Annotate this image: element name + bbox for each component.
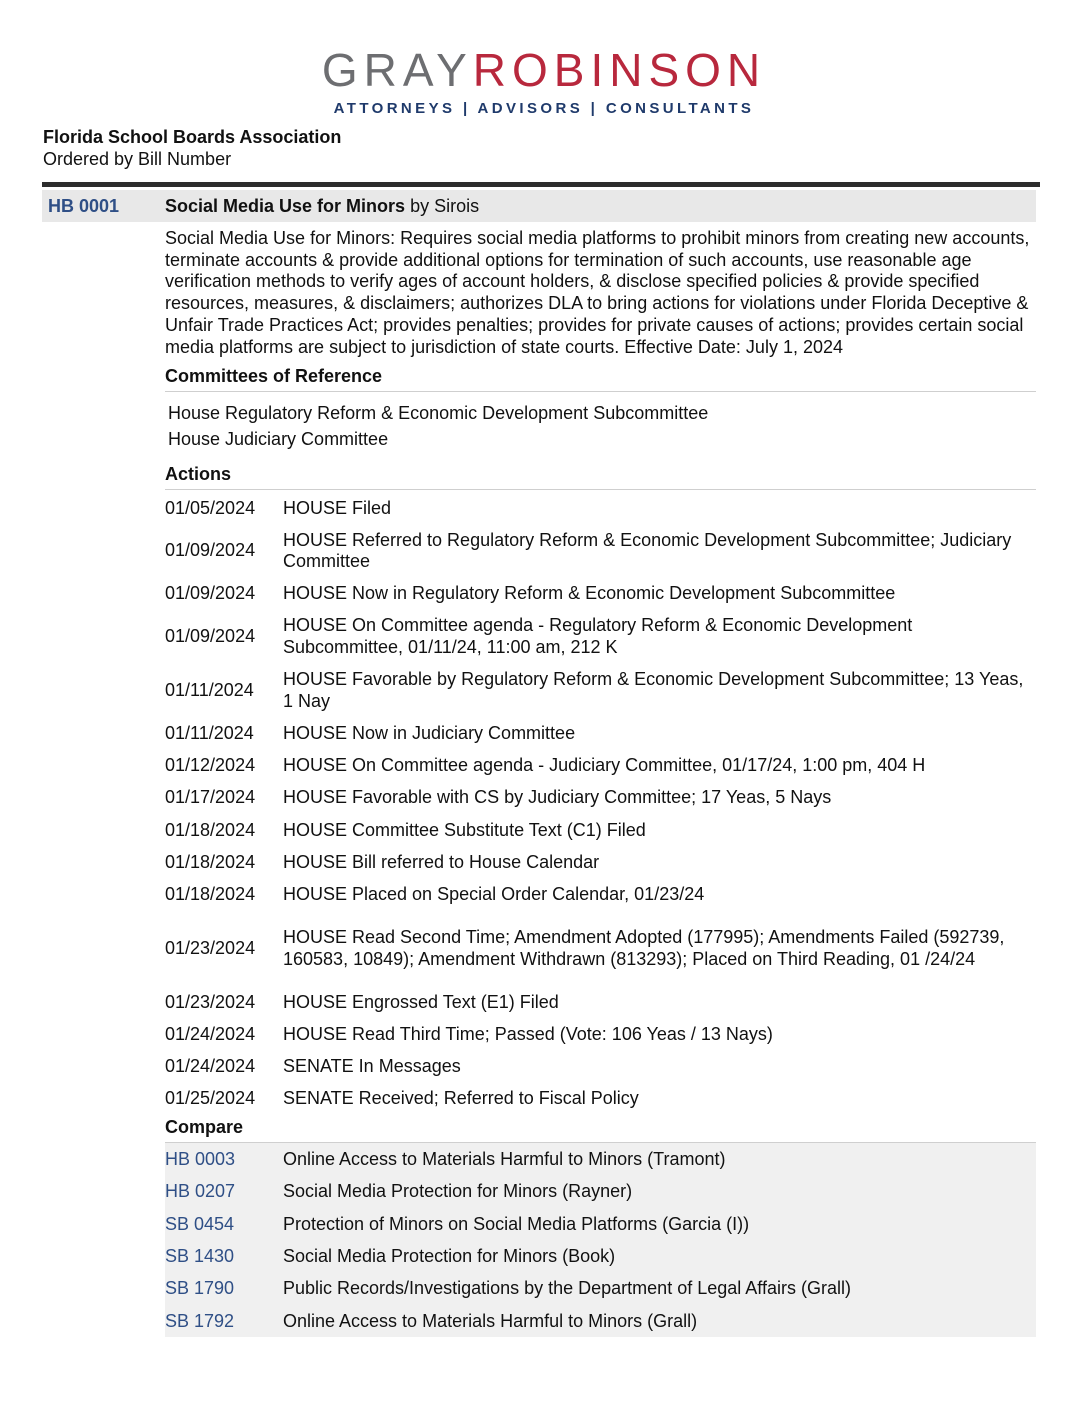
action-text: HOUSE Favorable by Regulatory Reform & Economic Development Subcommittee; 13 Yeas, 1 Nay: [283, 668, 1024, 711]
compare-bill-link[interactable]: SB 1430: [165, 1246, 235, 1266]
org-name: Florida School Boards Association: [43, 127, 342, 147]
action-text: HOUSE Favorable with CS by Judiciary Committee; 17 Yeas, 5 Nays: [283, 787, 832, 808]
action-date: 01/25/2024: [165, 1088, 256, 1109]
action-text: HOUSE Read Third Time; Passed (Vote: 106 Yeas / 13 Nays): [283, 1023, 773, 1044]
gray-robinson-logo: [0, 44, 1088, 117]
compare-row: [165, 1305, 1036, 1337]
action-row: [165, 1019, 1036, 1051]
compare-bill-title: Online Access to Materials Harmful to Minors (Grall): [283, 1310, 698, 1331]
action-text: HOUSE Placed on Special Order Calendar, 01/23/24: [283, 884, 705, 905]
action-text: HOUSE On Committee agenda - Judiciary Committee, 01/17/24, 1:00 pm, 404 H: [283, 754, 926, 775]
action-text: HOUSE Now in Judiciary Committee: [283, 722, 576, 743]
action-row: [165, 1051, 1036, 1083]
compare-row: [165, 1273, 1036, 1305]
compare-row: [165, 1208, 1036, 1240]
action-date: 01/12/2024: [165, 754, 256, 775]
action-text: HOUSE Read Second Time; Amendment Adopted (177995); Amendments Failed (592739, 160583, 10849); Amendment Withdrawn (813293); Placed on Third Reading, 01 /24/24: [283, 926, 1005, 969]
logo-red-text: ROBINSON: [472, 44, 767, 96]
action-date: 01/09/2024: [165, 583, 256, 604]
action-row: [165, 911, 1036, 986]
header-divider: [42, 182, 1040, 187]
compare-bill-title: Protection of Minors on Social Media Platforms (Garcia (I)): [283, 1213, 750, 1234]
action-date: 01/23/2024: [165, 937, 256, 958]
action-row: [165, 986, 1036, 1018]
action-row: [165, 492, 1036, 524]
committee-item: House Judiciary Committee: [168, 429, 389, 450]
action-date: 01/09/2024: [165, 626, 256, 647]
action-row: [165, 814, 1036, 846]
action-row: [165, 610, 1036, 664]
bill-content: [165, 228, 1036, 1337]
action-row: [165, 1083, 1036, 1115]
action-date: 01/11/2024: [165, 722, 254, 743]
action-date: 01/11/2024: [165, 679, 254, 700]
compare-bill-link[interactable]: HB 0207: [165, 1181, 236, 1202]
compare-row: [165, 1240, 1036, 1272]
action-date: 01/24/2024: [165, 1023, 256, 1044]
compare-row: [165, 1176, 1036, 1208]
action-text: HOUSE Engrossed Text (E1) Filed: [283, 991, 559, 1012]
bill-header-row: [42, 190, 1036, 222]
action-text: HOUSE Referred to Regulatory Reform & Economic Development Subcommittee; Judiciary Committee: [283, 529, 1012, 572]
action-text: HOUSE Filed: [283, 497, 392, 518]
action-row: [165, 578, 1036, 610]
action-text: HOUSE Bill referred to House Calendar: [283, 851, 600, 872]
compare-bill-title: Social Media Protection for Minors (Rayner): [283, 1181, 633, 1202]
compare-bill-link[interactable]: HB 0003: [165, 1149, 236, 1170]
action-date: 01/23/2024: [165, 991, 256, 1012]
action-text: HOUSE Now in Regulatory Reform & Economic Development Subcommittee: [283, 583, 896, 604]
compare-bill-link[interactable]: SB 1790: [165, 1278, 235, 1299]
bill-title-line: [165, 196, 479, 217]
bill-description: Social Media Use for Minors: Requires social media platforms to prohibit minors from creating new accounts, terminate accounts & provide additional options for termination of such accounts, use reasonable age verification methods to verify ages of account holders, & disclose specified policies & provide specified resources, measures, & disclaimers; authorizes DLA to bring actions for violations under Florida Deceptive & Unfair Trade Practices Act; provides penalties; provides for private causes of actions; provides certain social media platforms are subject to jurisdiction of state courts. Effective Date: July 1, 2024: [165, 228, 1030, 357]
compare-bill-title: Public Records/Investigations by the Department of Legal Affairs (Grall): [283, 1278, 851, 1299]
logo-gray-text: GRAY: [321, 44, 473, 96]
actions-list: [165, 492, 1036, 1115]
action-row: [165, 717, 1036, 749]
org-header: [43, 126, 341, 170]
action-text: HOUSE On Committee agenda - Regulatory Reform & Economic Development Subcommittee, 01/11/24, 11:00 am, 212 K: [283, 615, 913, 658]
compare-list: [165, 1143, 1036, 1337]
action-row: [165, 879, 1036, 911]
action-date: 01/17/2024: [165, 787, 256, 808]
action-date: 01/18/2024: [165, 884, 256, 905]
bill-sponsor: by Sirois: [410, 196, 480, 216]
logo-wordmark: [0, 44, 1088, 96]
action-row: [165, 782, 1036, 814]
committee-item: House Regulatory Reform & Economic Development Subcommittee: [168, 403, 709, 424]
action-date: 01/18/2024: [165, 851, 256, 872]
compare-bill-title: Online Access to Materials Harmful to Minors (Tramont): [283, 1149, 726, 1170]
action-date: 01/18/2024: [165, 819, 256, 840]
compare-heading: Compare: [165, 1115, 1036, 1143]
action-date: 01/09/2024: [165, 540, 256, 561]
action-text: HOUSE Committee Substitute Text (C1) Filed: [283, 819, 646, 840]
action-text: SENATE In Messages: [283, 1056, 461, 1077]
bill-id-link[interactable]: HB 0001: [48, 196, 120, 216]
compare-bill-title: Social Media Protection for Minors (Book): [283, 1246, 616, 1266]
committees-heading: Committees of Reference: [165, 358, 1036, 392]
report-ordering: Ordered by Bill Number: [43, 149, 232, 169]
action-row: [165, 750, 1036, 782]
actions-heading: Actions: [165, 456, 1036, 490]
committees-list: [165, 392, 1036, 456]
action-date: 01/24/2024: [165, 1056, 256, 1077]
bill-title: Social Media Use for Minors: [165, 196, 406, 216]
compare-row: [165, 1143, 1036, 1175]
action-row: [165, 664, 1036, 718]
action-row: [165, 525, 1036, 579]
action-date: 01/05/2024: [165, 497, 256, 518]
action-text: SENATE Received; Referred to Fiscal Policy: [283, 1088, 639, 1109]
compare-bill-link[interactable]: SB 0454: [165, 1213, 235, 1234]
action-row: [165, 847, 1036, 879]
compare-bill-link[interactable]: SB 1792: [165, 1310, 235, 1331]
logo-tagline: ATTORNEYS | ADVISORS | CONSULTANTS: [333, 100, 755, 117]
